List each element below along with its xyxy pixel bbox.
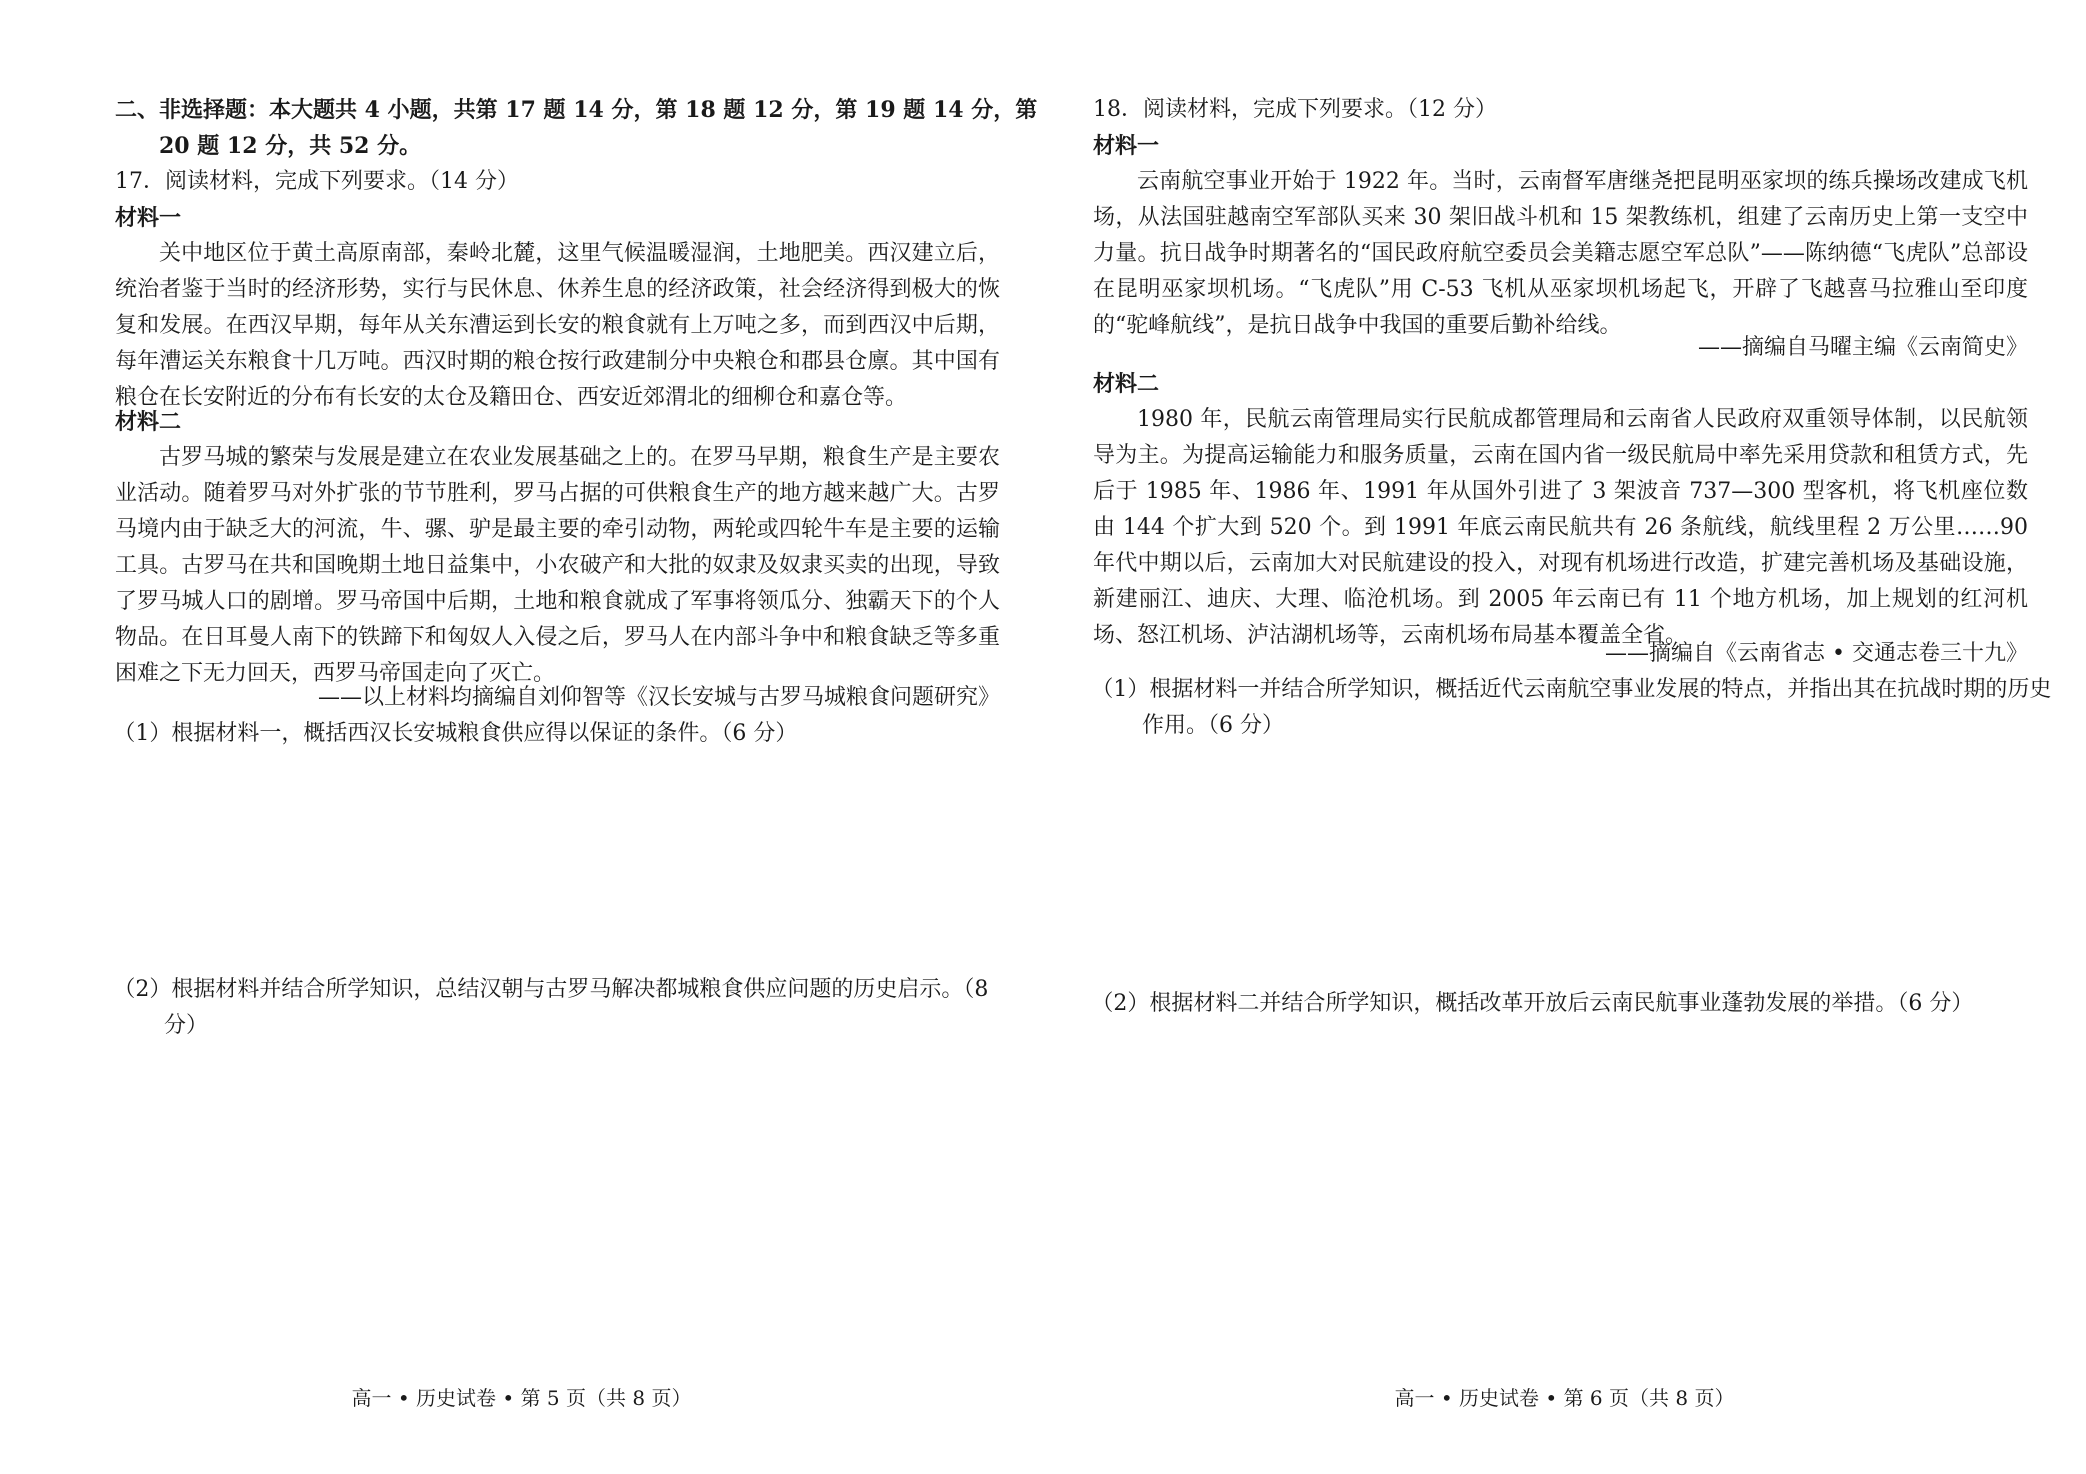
q17-sub2: （2）根据材料并结合所学知识，总结汉朝与古罗马解决都城粮食供应问题的历史启示。（8 分） — [113, 977, 989, 1038]
q17-material1-label: 材料一 — [115, 205, 182, 231]
q18-material1-text: 云南航空事业开始于 1922 年。当时，云南督军唐继尧把昆明巫家坝的练兵操场改建成飞机场，从法国驻越南空军部队买来 30 架旧战斗机和 15 架教练机，组建了云南历史上第一支空中力量。抗日战争时期著名的“国民政府航空委员会美籍志愿空军总队”——陈纳德“飞虎队”总部设在昆明巫家坝机场。“飞虎队”用 C-53 飞机从巫家坝机场起飞，开辟了飞越喜马拉雅山至印度的“驼峰航线”，是抗日战争中我国的重要后勤补给线。 — [1093, 169, 2028, 338]
q18-title: 18．阅读材料，完成下列要求。（12 分） — [1093, 97, 1497, 122]
q17-material2-text: 古罗马城的繁荣与发展是建立在农业发展基础之上的。在罗马早期，粮食生产是主要农业活动。随着罗马对外扩张的节节胜利，罗马占据的可供粮食生产的地方越来越广大。古罗马境内由于缺乏大的河流，牛、骡、驴是最主要的牵引动物，两轮或四轮牛车是主要的运输工具。古罗马在共和国晚期土地日益集中，小农破产和大批的奴隶及奴隶买卖的出现，导致了罗马城人口的剧增。罗马帝国中后期，土地和粮食就成了军事将领瓜分、独霸天下的个人物品。在日耳曼人南下的铁蹄下和匈奴人入侵之后，罗马人在内部斗争中和粮食缺乏等多重困难之下无力回天，西罗马帝国走向了灭亡。 — [115, 445, 1000, 686]
right-page-footer: 高一 • 历史试卷 • 第 6 页（共 8 页） — [1394, 1386, 1735, 1410]
q18-source2: ——摘编自《云南省志 • 交通志卷三十九》 — [1605, 641, 2028, 666]
q17-material2-label: 材料二 — [115, 409, 182, 435]
q18-sub2: （2）根据材料二并结合所学知识，概括改革开放后云南民航事业蓬勃发展的举措。（6 分） — [1091, 991, 1974, 1016]
q17-sub1: （1）根据材料一，概括西汉长安城粮食供应得以保证的条件。（6 分） — [113, 721, 798, 746]
q18-material2-text: 1980 年，民航云南管理局实行民航成都管理局和云南省人民政府双重领导体制，以民航领导为主。为提高运输能力和服务质量，云南在国内省一级民航局中率先采用贷款和租赁方式，先后于 1985 年、1986 年、1991 年从国外引进了 3 架波音 737—300 型客机，将飞机座位数由 144 个扩大到 520 个。到 1991 年底云南民航共有 26 条航线，航线里程 2 万公里……90 年代中期以后，云南加大对民航建设的投入，对现有机场进行改造，扩建完善机场及基础设施，新建丽江、迪庆、大理、临沧机场。到 2005 年云南已有 11 个地方机场，加上规划的红河机场、怒江机场、泸沽湖机场等，云南机场布局基本覆盖全省。 — [1093, 407, 2028, 648]
q18-sub1: （1）根据材料一并结合所学知识，概括近代云南航空事业发展的特点，并指出其在抗战时期的历史作用。（6 分） — [1091, 677, 2052, 738]
right-page — [1043, 0, 2086, 1474]
q17-title: 17．阅读材料，完成下列要求。（14 分） — [115, 169, 519, 194]
q17-material1-text: 关中地区位于黄土高原南部，秦岭北麓，这里气候温暖湿润，土地肥美。西汉建立后，统治者鉴于当时的经济形势，实行与民休息、休养生息的经济政策，社会经济得到极大的恢复和发展。在西汉早期，每年从关东漕运到长安的粮食就有上万吨之多，而到西汉中后期，每年漕运关东粮食十几万吨。西汉时期的粮仓按行政建制分中央粮仓和郡县仓廪。其中国有粮仓在长安附近的分布有长安的太仓及籍田仓、西安近郊渭北的细柳仓和嘉仓等。 — [115, 241, 1000, 410]
q18-source1: ——摘编自马曜主编《云南简史》 — [1697, 335, 2028, 360]
q17-source: ——以上材料均摘编自刘仰智等《汉长安城与古罗马城粮食问题研究》 — [317, 685, 1000, 710]
q18-material1-label: 材料一 — [1093, 133, 1160, 159]
left-page-footer: 高一 • 历史试卷 • 第 5 页（共 8 页） — [351, 1386, 692, 1410]
section-heading: 二、非选择题：本大题共 4 小题，共第 17 题 14 分，第 18 题 12 分，第 19 题 14 分，第 20 题 12 分，共 52 分。 — [115, 97, 1038, 159]
q18-material2-label: 材料二 — [1093, 371, 1160, 397]
